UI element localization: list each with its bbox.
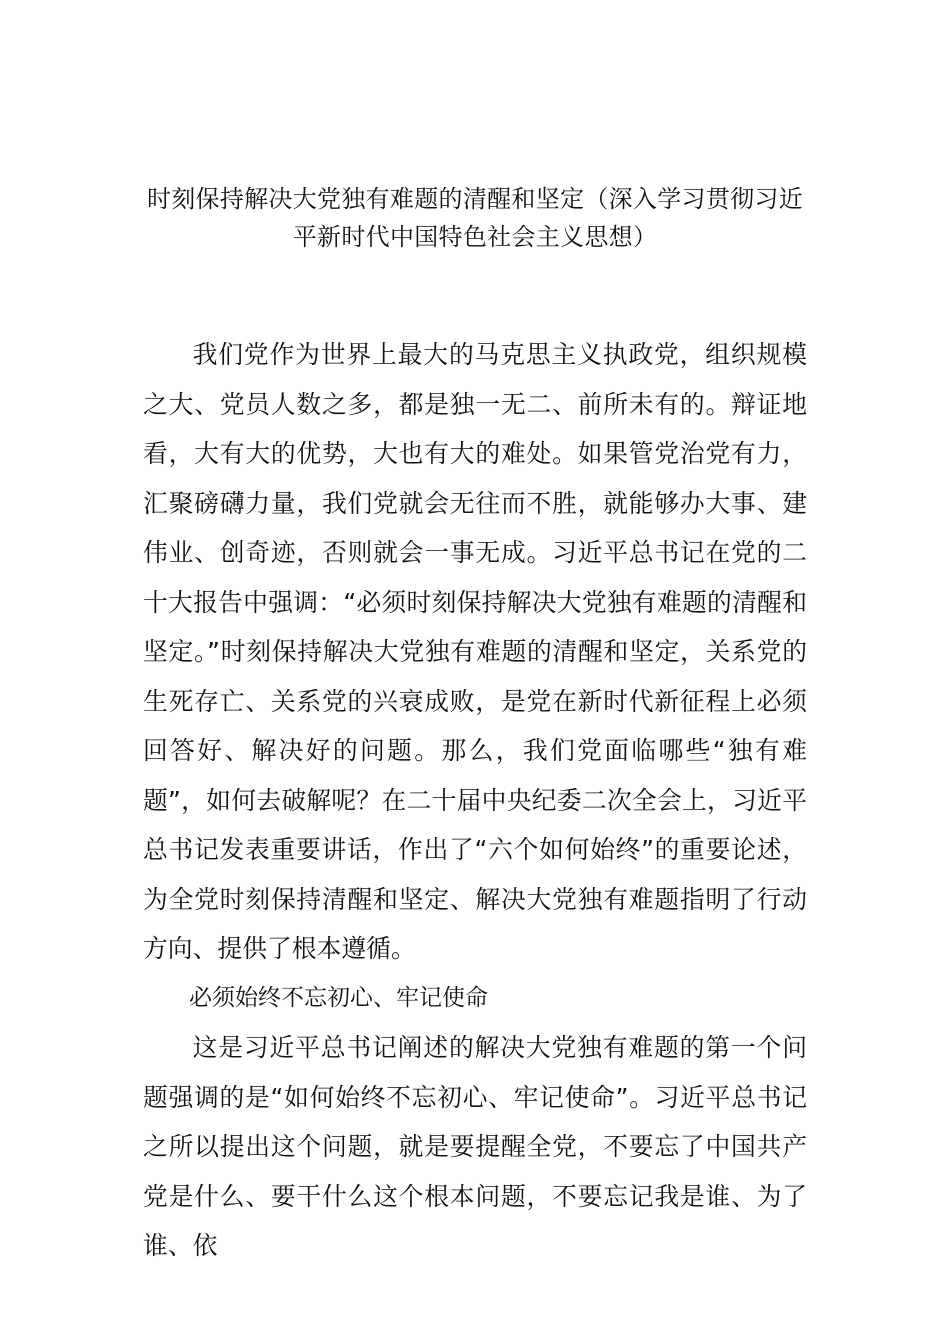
document-body [143, 330, 807, 1271]
body-paragraph: 这是习近平总书记阐述的解决大党独有难题的第一个问题强调的是“如何始终不忘初心、牢记使命”。习近平总书记之所以提出这个问题，就是要提醒全党，不要忘了中国共产党是什么、要干什么这个根本问题，不要忘记我是谁、为了谁、依 [143, 1033, 807, 1260]
document-title: 时刻保持解决大党独有难题的清醒和坚定（深入学习贯彻习近平新时代中国特色社会主义思想） [146, 185, 804, 251]
body-paragraph: 我们党作为世界上最大的马克思主义执政党，组织规模之大、党员人数之多，都是独一无二、前所未有的。辩证地看，大有大的优势，大也有大的难处。如果管党治党有力，汇聚磅礴力量，我们党就会无往而不胜，就能够办大事、建伟业、创奇迹，否则就会一事无成。习近平总书记在党的二十大报告中强调：“必须时刻保持解决大党独有难题的清醒和坚定。”时刻保持解决大党独有难题的清醒和坚定，关系党的生死存亡、关系党的兴衰成败，是党在新时代新征程上必须回答好、解决好的问题。那么，我们党面临哪些“独有难题”，如何去破解呢？在二十届中央纪委二次全会上，习近平总书记发表重要讲话，作出了“六个如何始终”的重要论述，为全党时刻保持清醒和坚定、解决大党独有难题指明了行动方向、提供了根本遵循。 [143, 340, 807, 963]
section-heading: 必须始终不忘初心、牢记使命 [189, 984, 488, 1011]
